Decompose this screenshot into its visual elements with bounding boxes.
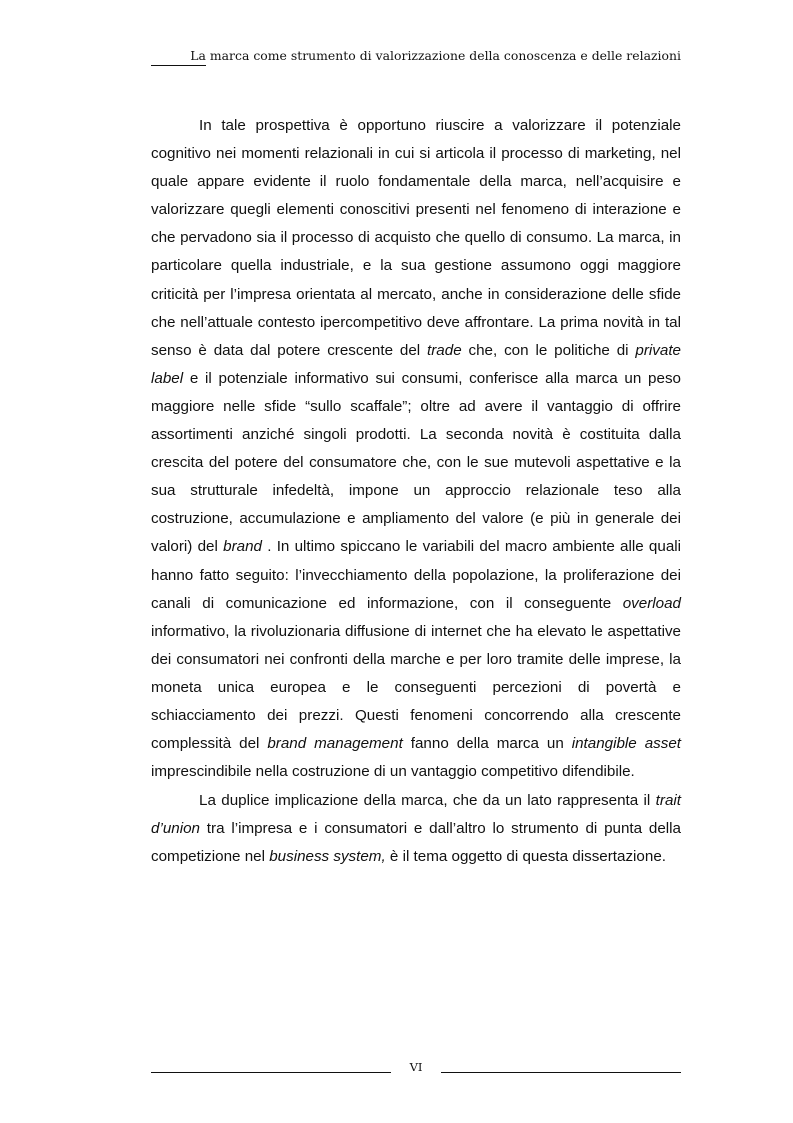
text-run: informativo, la rivoluzionaria diffusione di internet che ha elevato le aspettative dei consumatori nei confronti della marche e per loro tramite delle imprese, la moneta unica europea e le conseguenti percezioni di povertà e schiacciamento dei prezzi. Questi fenomeni concorrendo alla crescente complessità del [151, 622, 681, 753]
italic-term-trait-d-union: trait d’union [151, 792, 681, 838]
italic-term-intangible-asset: intangible asset [571, 735, 682, 753]
text-run: che, con le politiche di [461, 341, 636, 359]
text-run: imprescindibile nella costruzione di un vantaggio competitivo difendibile. [151, 763, 635, 781]
text-run: . In ultimo spiccano le variabili del macro ambiente alle quali hanno fatto seguito: l’invecchiamento della popolazione, la proliferazione dei canali di comunicazione ed informazione, con il conseguente [151, 538, 682, 612]
header-rule [151, 65, 206, 66]
body-text [151, 112, 681, 872]
italic-term-brand: brand [223, 538, 262, 556]
italic-term-overload: overload [622, 594, 681, 612]
running-header [151, 48, 681, 68]
footer-rule-left [151, 1072, 391, 1073]
italic-term-business-system: business system, [269, 848, 386, 866]
paragraph-1 [151, 112, 681, 786]
text-run: e il potenziale informativo sui consumi, conferisce alla marca un peso maggiore nelle sfide “sullo scaffale”; oltre ad avere il vantaggio di offrire assortimenti anziché singoli prodotti. La seconda novità è costituita dalla crescita del potere del consumatore che, con le sue mutevoli aspettative e la sua strutturale infedeltà, impone un approccio relazionale teso alla costruzione, accumulazione e ampliamento del valore (e più in generale dei valori) del [151, 369, 681, 556]
italic-term-brand-management: brand management [267, 735, 403, 753]
italic-term-private-label: private label [151, 341, 681, 387]
text-run: La duplice implicazione della marca, che da un lato rappresenta il [199, 792, 656, 810]
italic-term-trade: trade [427, 341, 462, 359]
header-title: La marca come strumento di valorizzazione della conoscenza e delle relazioni [190, 48, 681, 63]
page-footer [151, 1060, 681, 1080]
page-number: VI [409, 1060, 423, 1074]
text-run: tra l’impresa e i consumatori e dall’altro lo strumento di punta della competizione nel [151, 820, 681, 866]
paragraph-2 [151, 787, 681, 871]
footer-rule-right [441, 1072, 681, 1073]
text-run: è il tema oggetto di questa dissertazione. [385, 848, 666, 866]
text-run: fanno della marca un [402, 735, 572, 753]
text-run: In tale prospettiva è opportuno riuscire a valorizzare il potenziale cognitivo nei momenti relazionali in cui si articola il processo di marketing, nel quale appare evidente il ruolo fondamentale della marca, nell’acquisire e valorizzare quegli elementi conoscitivi presenti nel fenomeno di interazione e che pervadono sia il processo di acquisto che quello di consumo. La marca, in particolare quella industriale, e la sua gestione assumono oggi maggiore criticità per l’impresa orientata al mercato, anche in considerazione delle sfide che nell’attuale contesto ipercompetitivo deve affrontare. La prima novità in tal senso è data dal potere crescente del [151, 117, 681, 359]
